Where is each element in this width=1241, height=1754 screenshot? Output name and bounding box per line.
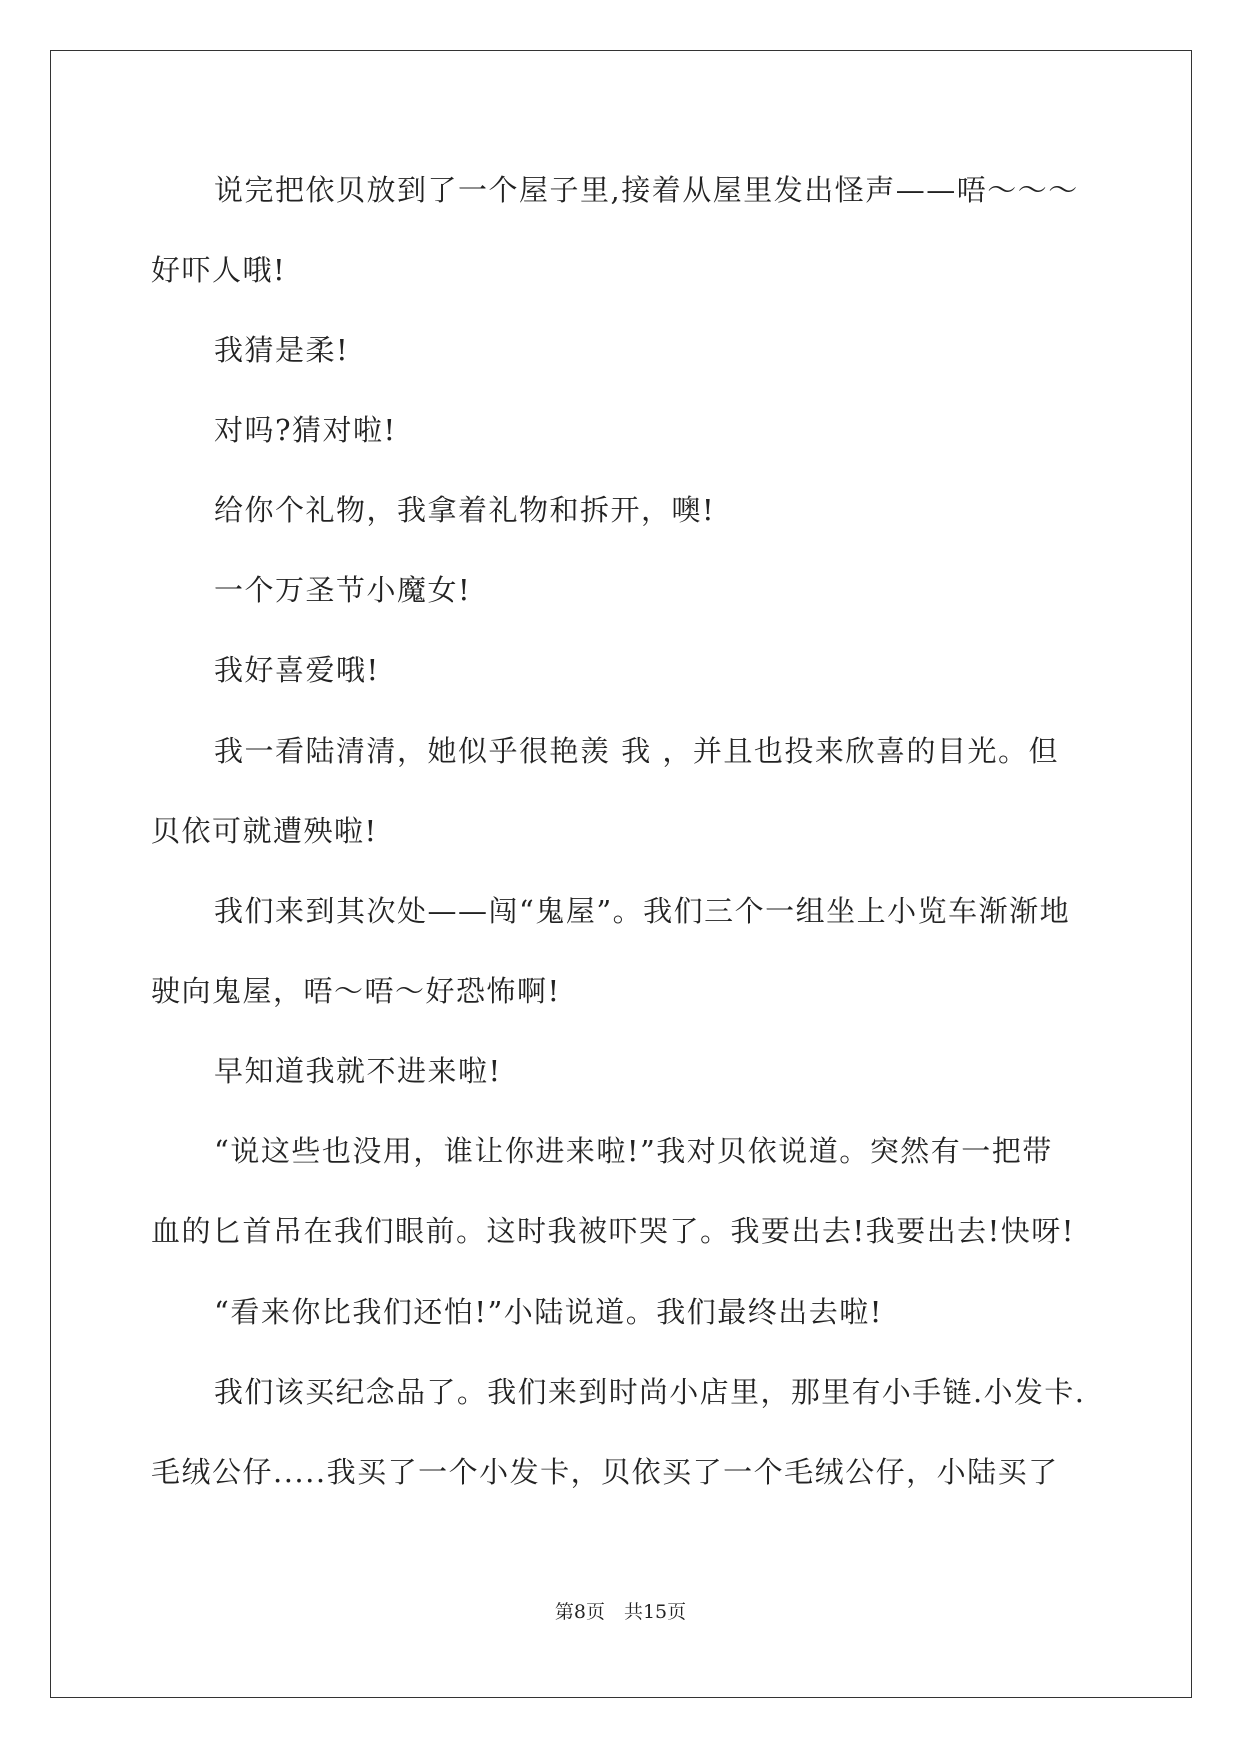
- paragraph-line: 我们该买纪念品了。我们来到时尚小店里，那里有小手链.小发卡.: [214, 1375, 1086, 1409]
- paragraph-line: 好吓人哦!: [151, 253, 287, 287]
- paragraph-line: “说这些也没用，谁让你进来啦!”我对贝依说道。突然有一把带: [214, 1134, 1053, 1168]
- paragraph-line: 血的匕首吊在我们眼前。这时我被吓哭了。我要出去!我要出去!快呀!: [151, 1214, 1075, 1248]
- paragraph-line: 我们来到其次处——闯“鬼屋”。我们三个一组坐上小览车渐渐地: [214, 894, 1071, 928]
- paragraph-line: 对吗?猜对啦!: [214, 413, 397, 447]
- paragraph-line: 我好喜爱哦!: [214, 653, 380, 687]
- paragraph-line: 一个万圣节小魔女!: [214, 573, 472, 607]
- paragraph-line: 我猜是柔!: [214, 333, 350, 367]
- paragraph-line: 早知道我就不进来啦!: [214, 1054, 502, 1088]
- paragraph-line: 我一看陆清清，她似乎很艳羡 我 ，并且也投来欣喜的目光。但: [214, 734, 1059, 768]
- page-footer: 第8页 共15页: [554, 1601, 687, 1623]
- paragraph-line: 毛绒公仔.....我买了一个小发卡，贝依买了一个毛绒公仔，小陆买了: [151, 1455, 1059, 1489]
- paragraph-line: 贝依可就遭殃啦!: [151, 814, 378, 848]
- paragraph-line: 驶向鬼屋，唔～唔～好恐怖啊!: [151, 974, 561, 1008]
- paragraph-line: 给你个礼物，我拿着礼物和拆开，噢!: [214, 493, 716, 527]
- paragraph-line: 说完把依贝放到了一个屋子里,接着从屋里发出怪声——唔～～～: [214, 173, 1079, 207]
- paragraph-line: “看来你比我们还怕!”小陆说道。我们最终出去啦!: [214, 1295, 883, 1329]
